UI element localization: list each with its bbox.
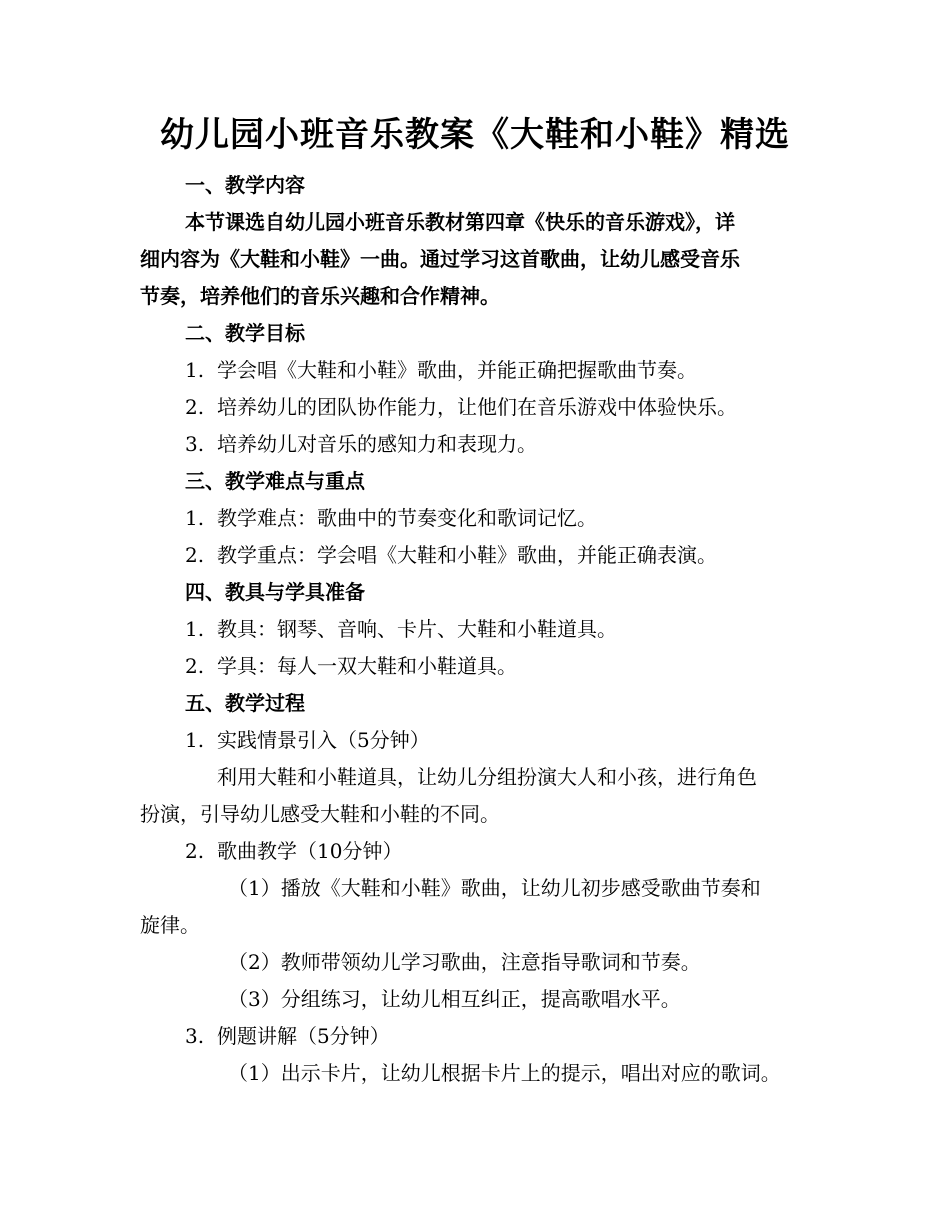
- list-item-number: 2.: [185, 543, 205, 567]
- process-step: [185, 722, 855, 759]
- paragraph-line: （1）出示卡片，让幼儿根据卡片上的提示，唱出对应的歌词。: [228, 1061, 781, 1085]
- list-item-text: 例题讲解（5分钟）: [217, 1024, 390, 1048]
- document-title: 幼儿园小班音乐教案《大鞋和小鞋》精选: [160, 115, 790, 155]
- list-item-number: 3.: [185, 432, 205, 456]
- paragraph-line: 旋律。: [140, 913, 200, 937]
- list-item-text: 歌曲教学（10分钟）: [217, 839, 403, 863]
- paragraph-line: 扮演，引导幼儿感受大鞋和小鞋的不同。: [140, 802, 500, 826]
- list-item-text: 学会唱《大鞋和小鞋》歌曲，并能正确把握歌曲节奏。: [217, 358, 697, 382]
- paragraph-line: 本节课选自幼儿园小班音乐教材第四章《快乐的音乐游戏》，详: [185, 210, 735, 234]
- list-item-text: 培养幼儿的团队协作能力，让他们在音乐游戏中体验快乐。: [217, 395, 737, 419]
- section-heading-goals: 二、教学目标: [185, 321, 305, 345]
- list-item: [185, 611, 855, 648]
- list-item-number: 2.: [185, 654, 205, 678]
- process-step: [185, 1018, 855, 1055]
- section-heading-content: 一、教学内容: [185, 173, 305, 197]
- paragraph-line: 细内容为《大鞋和小鞋》一曲。通过学习这首歌曲，让幼儿感受音乐: [140, 247, 740, 271]
- list-item-number: 1.: [185, 506, 205, 530]
- section-heading-process: 五、教学过程: [185, 691, 305, 715]
- list-item-text: 学具：每人一双大鞋和小鞋道具。: [217, 654, 517, 678]
- list-item-number: 1.: [185, 728, 205, 752]
- paragraph-line: （1）播放《大鞋和小鞋》歌曲，让幼儿初步感受歌曲节奏和: [228, 876, 761, 900]
- list-item-number: 1.: [185, 358, 205, 382]
- list-item-number: 2.: [185, 839, 205, 863]
- list-item: [185, 648, 855, 685]
- list-item: [185, 352, 855, 389]
- section-heading-materials: 四、教具与学具准备: [185, 580, 365, 604]
- list-item-number: 1.: [185, 617, 205, 641]
- list-item-text: 教具：钢琴、音响、卡片、大鞋和小鞋道具。: [217, 617, 617, 641]
- list-item: [185, 500, 855, 537]
- list-item-number: 2.: [185, 395, 205, 419]
- paragraph-line: 利用大鞋和小鞋道具，让幼儿分组扮演大人和小孩，进行角色: [217, 765, 757, 789]
- list-item: [185, 389, 855, 426]
- list-item-number: 3.: [185, 1024, 205, 1048]
- list-item: [185, 426, 855, 463]
- section-heading-key-points: 三、教学难点与重点: [185, 469, 365, 493]
- process-step: [185, 833, 855, 870]
- list-item-text: 教学重点：学会唱《大鞋和小鞋》歌曲，并能正确表演。: [217, 543, 717, 567]
- list-item-text: 实践情景引入（5分钟）: [217, 728, 430, 752]
- list-item-text: 教学难点：歌曲中的节奏变化和歌词记忆。: [217, 506, 597, 530]
- paragraph-line: （2）教师带领幼儿学习歌曲，注意指导歌词和节奏。: [228, 950, 701, 974]
- list-item: [185, 537, 855, 574]
- list-item-text: 培养幼儿对音乐的感知力和表现力。: [217, 432, 537, 456]
- paragraph-line: 节奏，培养他们的音乐兴趣和合作精神。: [140, 284, 500, 308]
- paragraph-line: （3）分组练习，让幼儿相互纠正，提高歌唱水平。: [228, 987, 681, 1011]
